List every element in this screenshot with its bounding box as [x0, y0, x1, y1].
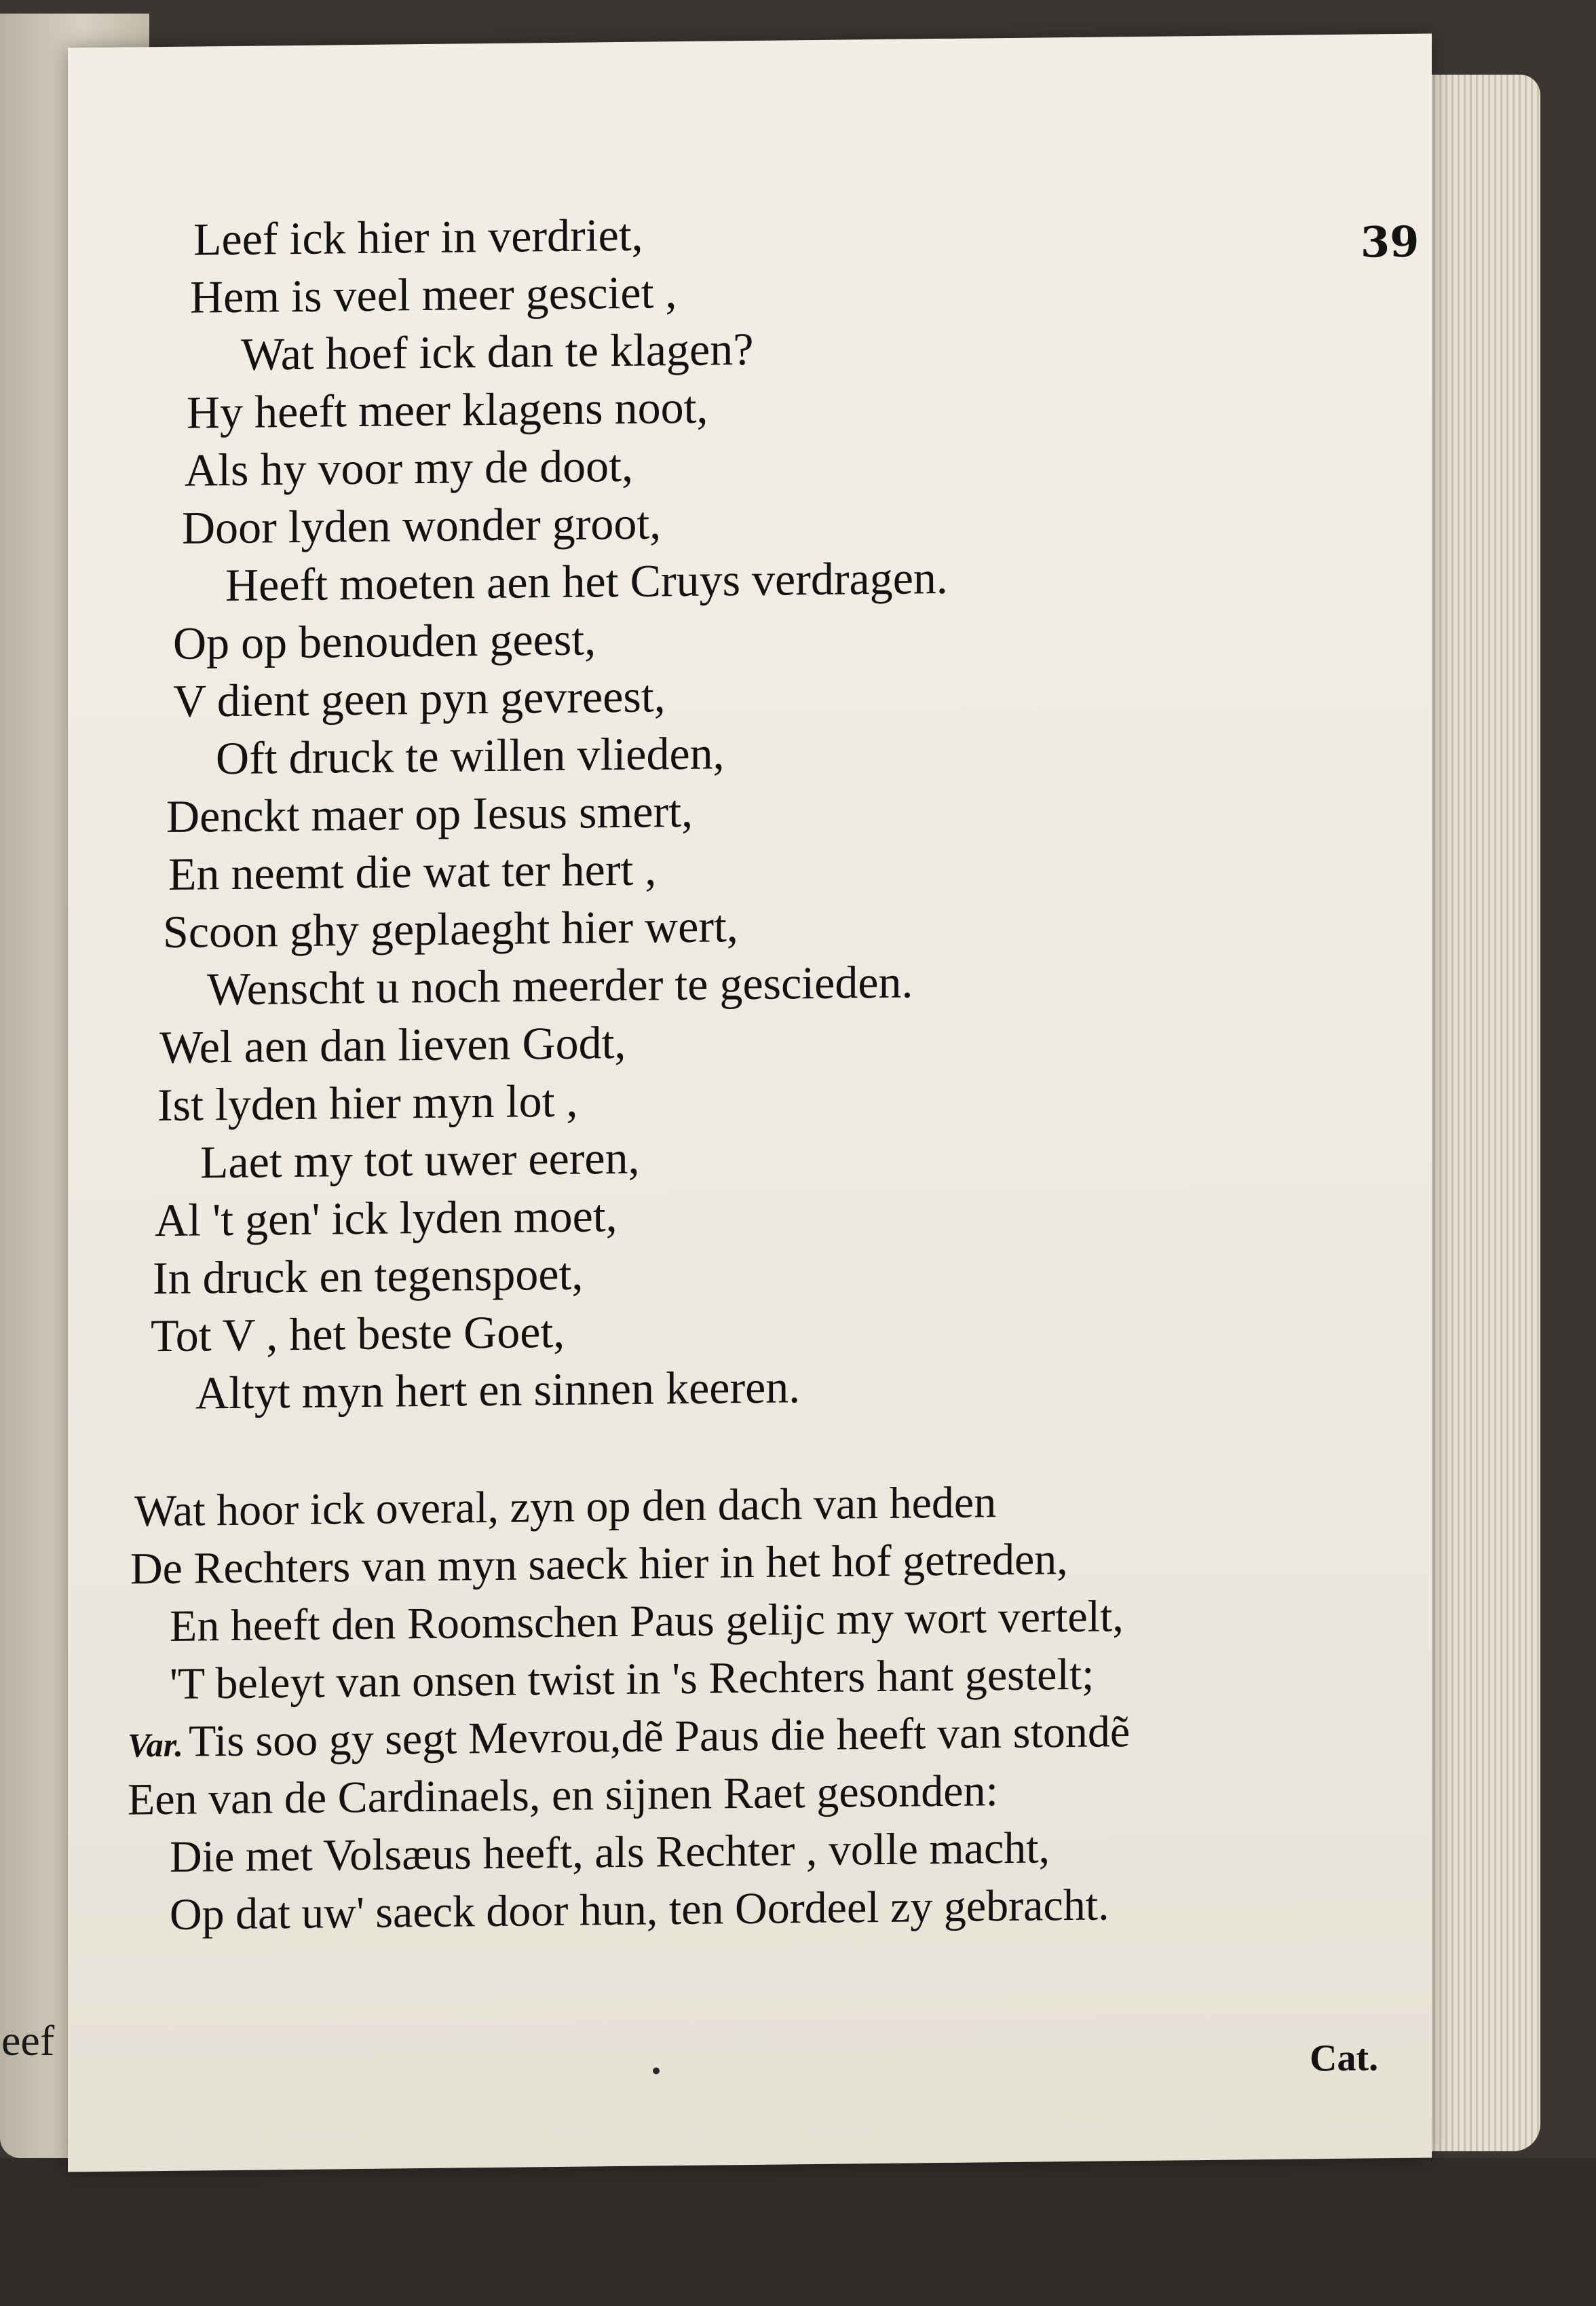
verse-line: Al 't gen' ick lyden moet, — [155, 1190, 618, 1247]
verse-line: Ist lyden hier myn lot , — [157, 1074, 578, 1131]
verse-line: Oft druck te willen vlieden, — [216, 727, 725, 785]
verse-line: Door lyden wonder groot, — [182, 497, 662, 554]
verse-line: Wel aen dan lieven Godt, — [159, 1016, 626, 1074]
prose-line: Var. Tis soo gy segt Mevrou,dẽ Paus die heeft van stondẽ — [128, 1707, 1130, 1766]
catchword: Cat. — [1310, 2037, 1379, 2080]
prose-line: Die met Volsæus heeft, als Rechter , volle macht, — [170, 1823, 1050, 1882]
verse-line: Leef ick hier in verdriet, — [193, 208, 643, 265]
left-margin-word: eef — [1, 2016, 55, 2064]
verse-line: Altyt myn hert en sinnen keeren. — [195, 1361, 801, 1419]
verse-line: In druck en tegenspoet, — [153, 1247, 584, 1304]
page-number: 39 — [1361, 216, 1420, 267]
verse-line: Wat hoef ick dan te klagen? — [241, 322, 754, 380]
verse-line: Wenscht u noch meerder te gescieden. — [207, 956, 913, 1015]
prose-line: 'T beleyt van onsen twist in 's Rechters hant gestelt; — [170, 1649, 1095, 1709]
prose-line: Op dat uw' saeck door hun, ten Oordeel zy gebracht. — [170, 1880, 1109, 1940]
prose-line: Wat hoor ick overal, zyn op den dach van heden — [134, 1477, 997, 1536]
speaker-label: Var. — [128, 1725, 184, 1764]
verse-line: Laet my tot uwer eeren, — [200, 1131, 640, 1188]
ink-dot — [653, 2067, 660, 2074]
prose-line: Een van de Cardinaels, en sijnen Raet gesonden: — [128, 1766, 998, 1825]
prose-line: De Rechters van myn saeck hier in het hof getreden, — [130, 1534, 1068, 1594]
verse-line: Tot V , het beste Goet, — [151, 1305, 565, 1362]
verse-line: Heeft moeten aen het Cruys verdragen. — [225, 551, 948, 611]
verse-line: Op op benouden geest, — [173, 613, 596, 669]
verse-line: En neemt die wat ter hert , — [168, 843, 657, 900]
prose-line: En heeft den Roomschen Paus gelijc my wort vertelt, — [170, 1591, 1124, 1651]
verse-line: Hem is veel meer gesciet , — [190, 266, 677, 323]
verse-line: Denckt maer op Iesus smert, — [166, 785, 694, 843]
book-page — [68, 33, 1432, 2172]
verse-line: Als hy voor my de doot, — [185, 439, 634, 496]
verse-line: Scoon ghy geplaeght hier wert, — [163, 900, 738, 958]
background-cloth — [0, 2158, 1596, 2306]
verse-line: V dient geen pyn gevreest, — [173, 670, 666, 727]
verse-line: Hy heeft meer klagens noot, — [187, 381, 708, 438]
